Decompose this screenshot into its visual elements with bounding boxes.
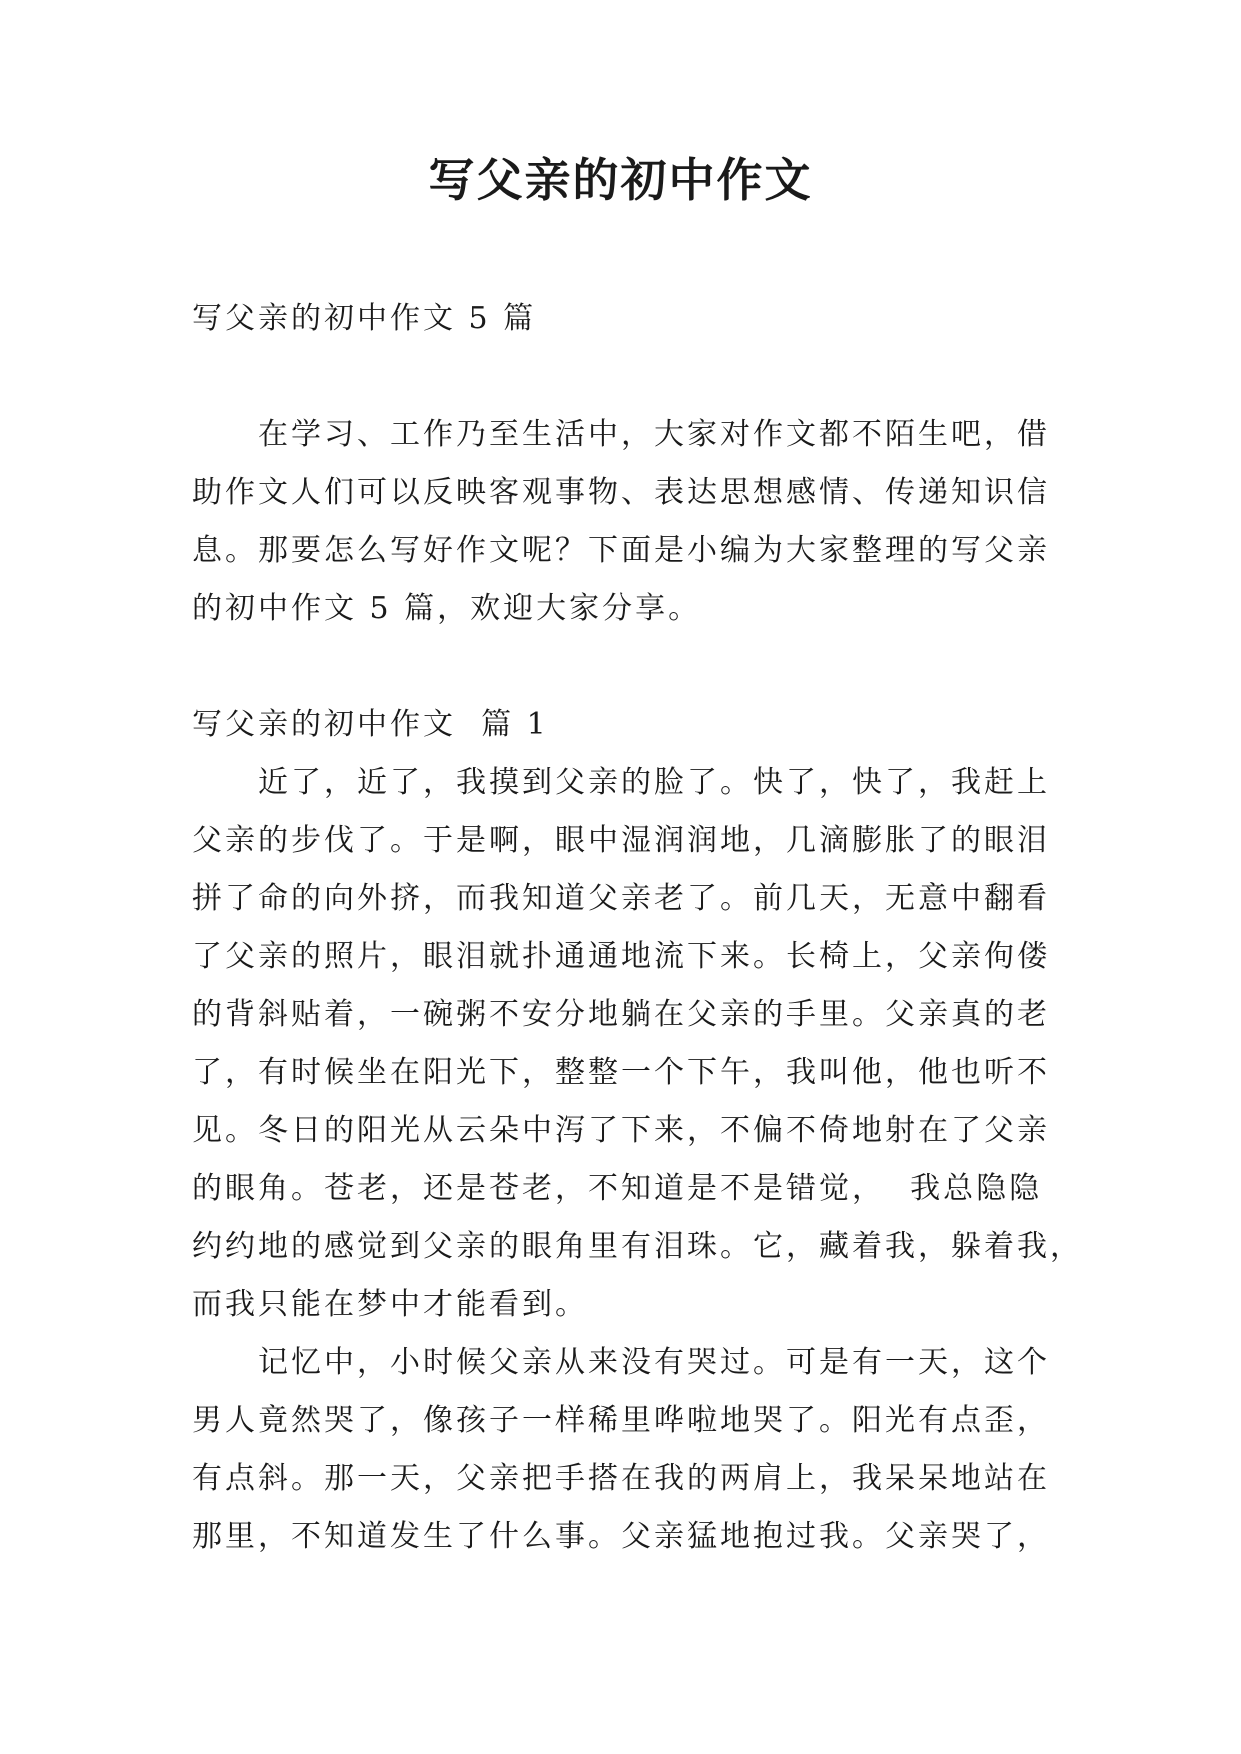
paragraph-line: 的背斜贴着，一碗粥不安分地躺在父亲的手里。父亲真的老 [192, 997, 1050, 1032]
paragraph-line: 有点斜。那一天，父亲把手搭在我的两肩上，我呆呆地站在 [192, 1461, 1050, 1496]
paragraph-line: 息。那要怎么写好作文呢？下面是小编为大家整理的写父亲 [192, 533, 1050, 568]
intro-paragraph [192, 406, 1062, 638]
paragraph-line: 的初中作文 5 篇，欢迎大家分享。 [192, 591, 702, 626]
paragraph-line: 而我只能在梦中才能看到。 [192, 1287, 588, 1322]
paragraph-line: 父亲的步伐了。于是啊，眼中湿润润地，几滴膨胀了的眼泪 [192, 823, 1050, 858]
paragraph-line: 记忆中，小时候父亲从来没有哭过。可是有一天，这个 [258, 1345, 1050, 1380]
blank-line [192, 638, 1062, 696]
essay-paragraph-1 [192, 754, 1083, 1334]
blank-line [192, 348, 1062, 406]
paragraph-line: 了父亲的照片，眼泪就扑通通地流下来。长椅上，父亲佝偻 [192, 939, 1050, 974]
document-body [192, 290, 1083, 1566]
paragraph-line: 见。冬日的阳光从云朵中泻了下来，不偏不倚地射在了父亲 [192, 1113, 1050, 1148]
paragraph-line: 了，有时候坐在阳光下，整整一个下午，我叫他，他也听不 [192, 1055, 1050, 1090]
paragraph-line: 拼了命的向外挤，而我知道父亲老了。前几天，无意中翻看 [192, 881, 1050, 916]
paragraph-line: 男人竟然哭了，像孩子一样稀里哗啦地哭了。阳光有点歪， [192, 1403, 1050, 1438]
paragraph-line: 那里，不知道发生了什么事。父亲猛地抱过我。父亲哭了， [192, 1519, 1050, 1554]
paragraph-line: 助作文人们可以反映客观事物、表达思想感情、传递知识信 [192, 475, 1050, 510]
paragraph-line: 的眼角。苍老，还是苍老，不知道是不是错觉， 我总隐隐 [192, 1171, 1043, 1206]
section-heading: 写父亲的初中作文 篇 1 [192, 707, 549, 742]
essay-paragraph-2 [192, 1334, 1062, 1566]
paragraph-line: 在学习、工作乃至生活中，大家对作文都不陌生吧，借 [258, 417, 1050, 452]
paragraph-line: 近了，近了，我摸到父亲的脸了。快了，快了，我赶上 [258, 765, 1050, 800]
document-title: 写父亲的初中作文 [428, 153, 813, 207]
document-subtitle: 写父亲的初中作文 5 篇 [192, 301, 537, 336]
paragraph-line: 约约地的感觉到父亲的眼角里有泪珠。它，藏着我，躲着我， [192, 1229, 1083, 1264]
